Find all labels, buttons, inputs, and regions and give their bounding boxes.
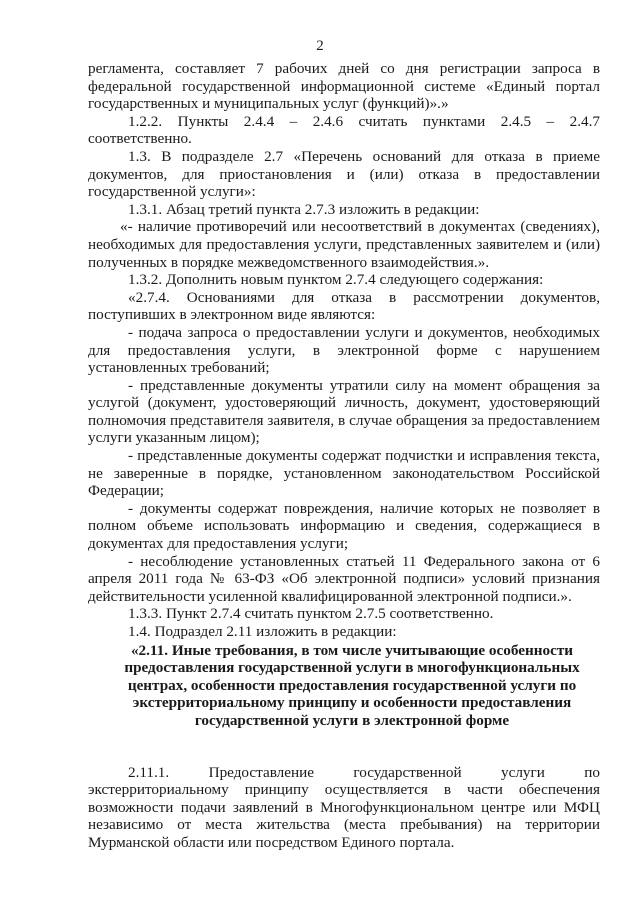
- page-number: 2: [316, 38, 324, 54]
- paragraph-quote-contradictions: «- наличие противоречий или несоответствий в документах (сведениях), необходимых для предоставления услуги, представленных заявителем и (или) полученных в порядке межведомственного взаимодействия.».: [88, 218, 600, 271]
- document-body: [88, 60, 600, 852]
- section-heading-2-11: «2.11. Иные требования, в том числе учитывающие особенности предоставления государственной услуги в многофункциональных центрах, особенности предоставления государственной услуги по экстерриториальному принципу и особенности предоставления государственной услуги в электронной форме: [124, 641, 580, 729]
- paragraph-2-11-1: 2.11.1. Предоставление государственной услуги по экстерриториальному принципу осуществляется в части обеспечения возможности подачи заявлений в Многофункциональном центре или МФЦ независимо от места жительства (места пребывания) на территории Мурманской области или посредством Единого портала.: [88, 763, 600, 851]
- paragraph-1-3-2: 1.3.2. Дополнить новым пунктом 2.7.4 следующего содержания:: [128, 271, 544, 289]
- list-item-signature-conditions: - несоблюдение установленных статьей 11 Федерального закона от 6 апреля 2011 года № 63-ФЗ «Об электронной подписи» условий признания действительности усиленной квалифицированной электронной подписи.».: [88, 552, 600, 605]
- section-spacer: [88, 730, 600, 764]
- list-item-expired-documents: - представленные документы утратили силу на момент обращения за услугой (документ, удостоверяющий личность, документ, удостоверяющий полномочия представителя заявителя, в случае обращения за предоставлением услуги указанным лицом);: [88, 376, 600, 447]
- paragraph-2-7-4: «2.7.4. Основаниями для отказа в рассмотрении документов, поступивших в электронном виде являются:: [88, 288, 600, 324]
- paragraph-regulation-end: регламента, составляет 7 рабочих дней со дня регистрации запроса в федеральной государственной информационной системе «Единый портал государственных и муниципальных услуг (функций)».»: [88, 60, 600, 113]
- list-item-damaged-documents: - документы содержат повреждения, наличие которых не позволяет в полном объеме использовать информацию и сведения, содержащиеся в документах для предоставления услуги;: [88, 499, 600, 553]
- list-item-erasures: - представленные документы содержат подчистки и исправления текста, не заверенные в порядке, установленном законодательством Российской Федерации;: [88, 447, 600, 500]
- paragraph-1-3-1: 1.3.1. Абзац третий пункта 2.7.3 изложить в редакции:: [128, 200, 480, 218]
- paragraph-1-3: 1.3. В подразделе 2.7 «Перечень оснований для отказа в приеме документов, для приостановления и (или) отказа в предоставлении государственной услуги»:: [88, 147, 600, 201]
- paragraph-1-4: 1.4. Подраздел 2.11 изложить в редакции:: [128, 623, 397, 640]
- paragraph-1-2-2: 1.2.2. Пункты 2.4.4 – 2.4.6 считать пунктами 2.4.5 – 2.4.7 соответственно.: [88, 112, 600, 148]
- list-item-request-submission: - подача запроса о предоставлении услуги и документов, необходимых для предоставления услуги, в электронной форме с нарушением установленных требований;: [88, 323, 600, 377]
- paragraph-1-3-3: 1.3.3. Пункт 2.7.4 считать пунктом 2.7.5 соответственно.: [128, 605, 494, 623]
